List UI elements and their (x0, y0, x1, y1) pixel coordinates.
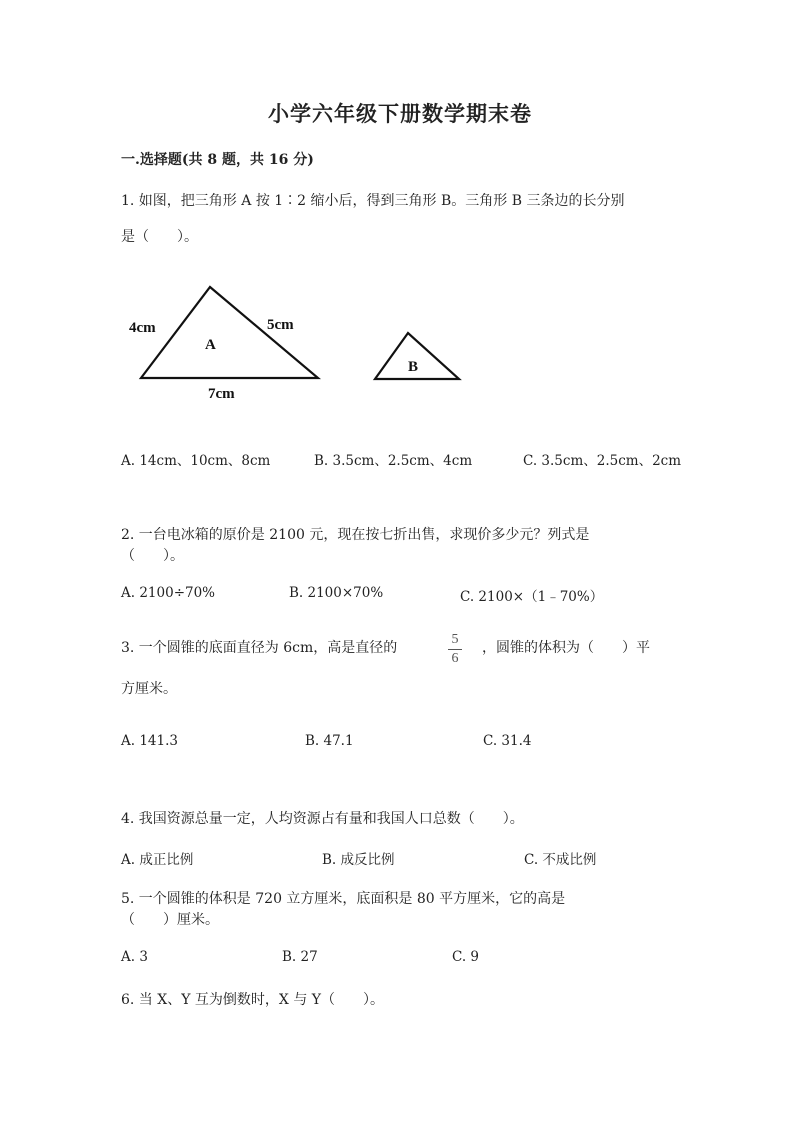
triangle-a-left-side-label: 4cm (129, 320, 156, 336)
q3-text-line1-after: ，圆锥的体积为（ ）平 (482, 640, 650, 656)
q3-fraction-denominator: 6 (451, 651, 459, 666)
q6-text-line1: 6. 当 X、Y 互为倒数时，X 与 Y（ ）。 (121, 992, 385, 1008)
q4-text-line1: 4. 我国资源总量一定，人均资源占有量和我国人口总数（ ）。 (121, 811, 524, 827)
q2-option-a: A. 2100÷70% (121, 585, 216, 601)
q1-figure (0, 270, 800, 410)
section-heading: 一.选择题(共 8 题，共 16 分) (121, 152, 314, 168)
q3-text-line1-before: 3. 一个圆锥的底面直径为 6cm，高是直径的 (121, 640, 398, 656)
q2-text-line2: （ ）。 (121, 548, 184, 564)
q1-option-b: B. 3.5cm、2.5cm、4cm (314, 453, 473, 469)
q2-text-line1: 2. 一台电冰箱的原价是 2100 元，现在按七折出售，求现价多少元？列式是 (121, 527, 590, 543)
q3-option-b: B. 47.1 (305, 733, 354, 749)
q2-option-c: C. 2100×（1﹣70%） (460, 589, 604, 605)
q3-fraction (446, 632, 464, 667)
q3-fraction-numerator: 5 (451, 632, 459, 647)
q3-option-a: A. 141.3 (121, 733, 178, 749)
q3-text-line2: 方厘米。 (121, 681, 177, 697)
triangle-b-label: B (408, 359, 419, 375)
q4-option-c: C. 不成比例 (524, 852, 597, 868)
q1-text-line1: 1. 如图，把三角形 A 按 1∶2 缩小后，得到三角形 B。三角形 B 三条边的长分别 (121, 193, 625, 209)
q4-option-a: A. 成正比例 (121, 852, 194, 868)
q1-option-a: A. 14cm、10cm、8cm (121, 453, 271, 469)
triangle-a-label: A (205, 337, 216, 353)
triangle-a-right-side-label: 5cm (267, 317, 294, 333)
q5-option-b: B. 27 (282, 949, 318, 965)
q2-option-b: B. 2100×70% (289, 585, 384, 601)
triangle-a-base-label: 7cm (208, 386, 235, 402)
page-title: 小学六年级下册数学期末卷 (268, 101, 532, 126)
q1-text-line2: 是（ ）。 (121, 229, 198, 245)
q5-option-c: C. 9 (452, 949, 480, 965)
fraction-bar (448, 649, 462, 650)
q3-option-c: C. 31.4 (483, 733, 532, 749)
q5-text-line2: （ ）厘米。 (121, 912, 219, 928)
q5-text-line1: 5. 一个圆锥的体积是 720 立方厘米，底面积是 80 平方厘米，它的高是 (121, 891, 566, 907)
q4-option-b: B. 成反比例 (322, 852, 395, 868)
q5-option-a: A. 3 (121, 949, 148, 965)
q1-option-c: C. 3.5cm、2.5cm、2cm (523, 453, 682, 469)
